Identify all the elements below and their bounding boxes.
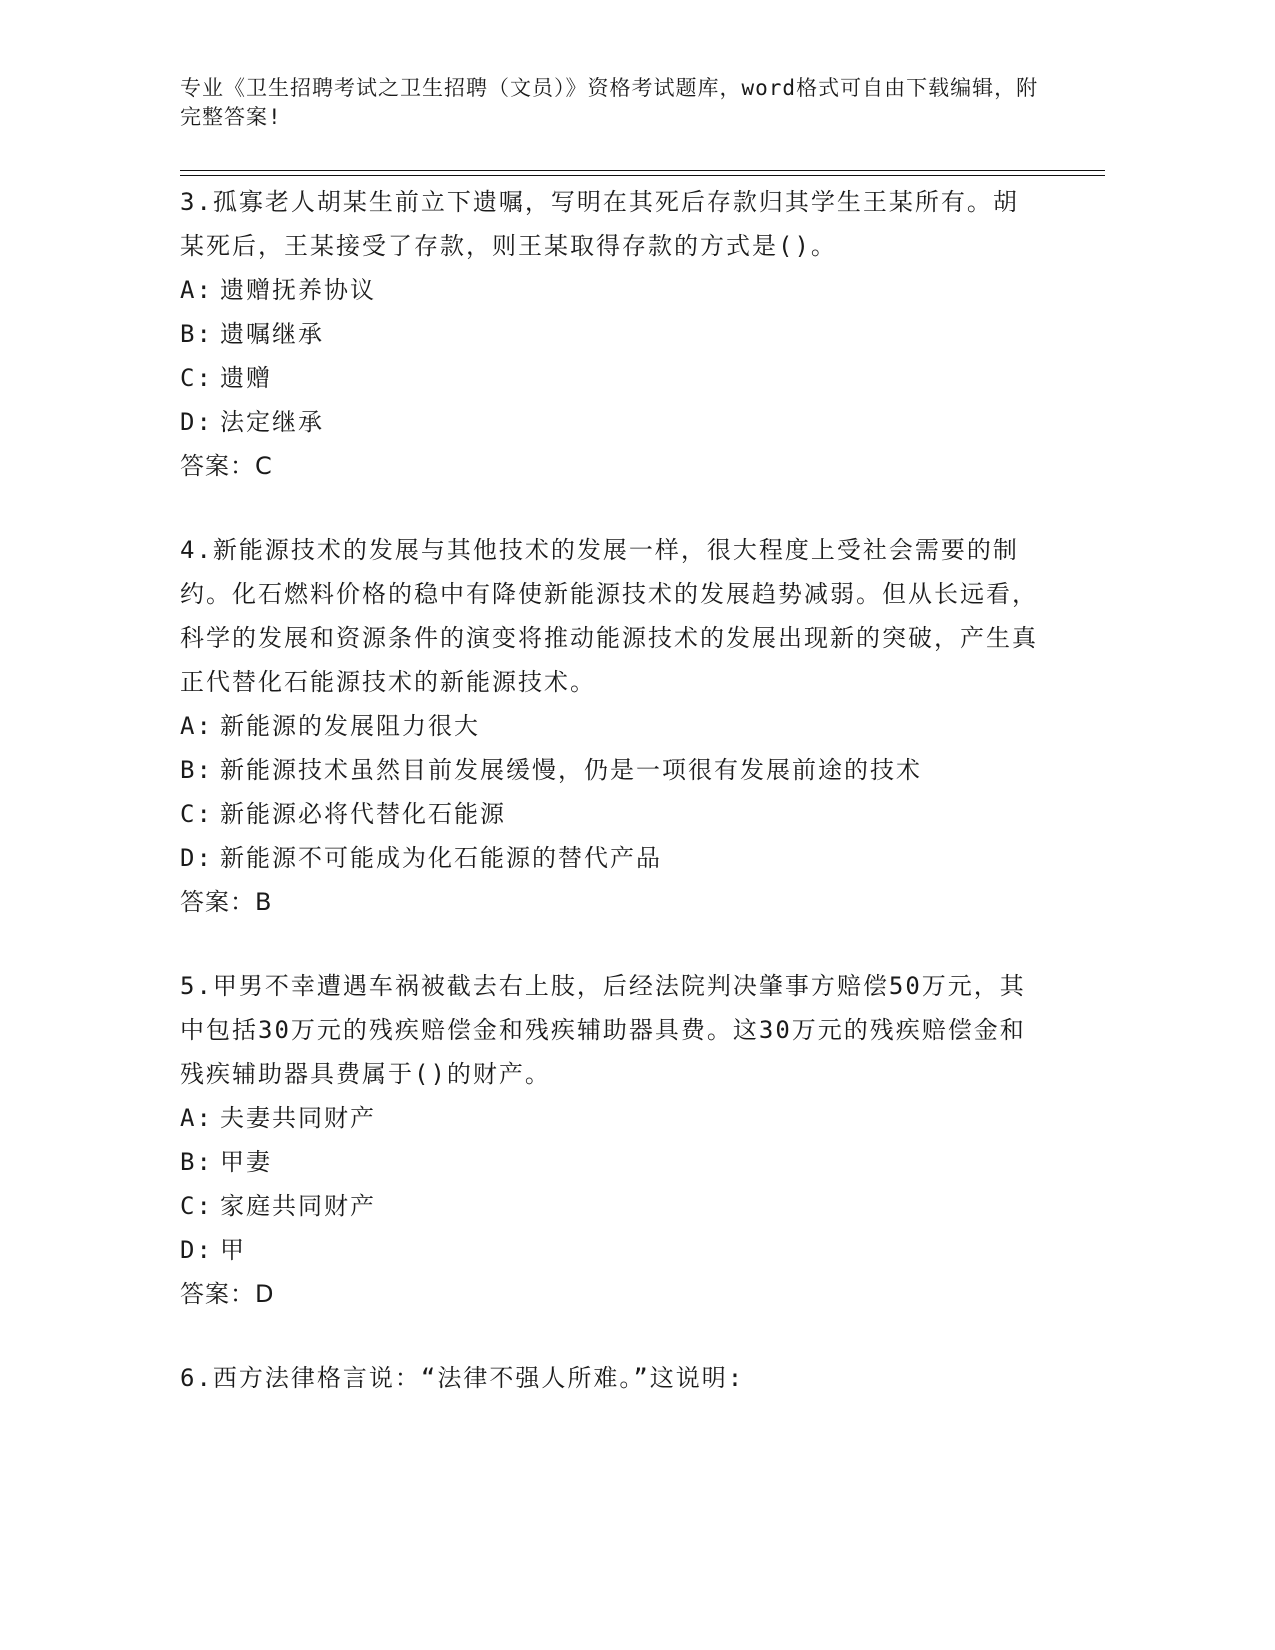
option-text: 新能源的发展阻力很大 [220, 712, 480, 740]
answer: 答案：C [180, 452, 273, 480]
option-letter: B: [180, 1148, 213, 1176]
option-letter: B: [180, 320, 213, 348]
option-letter: B: [180, 756, 213, 784]
question-6 [180, 1356, 1040, 1400]
option-letter: C: [180, 800, 213, 828]
header-divider-bottom [180, 175, 1105, 176]
option-text: 遗赠 [220, 364, 272, 392]
option-text: 甲妻 [220, 1148, 272, 1176]
option-d [180, 400, 1040, 444]
option-text: 新能源必将代替化石能源 [220, 800, 506, 828]
option-d [180, 1228, 1040, 1272]
option-a [180, 268, 1040, 312]
option-letter: A: [180, 712, 213, 740]
option-c [180, 1184, 1040, 1228]
option-text: 法定继承 [220, 408, 324, 436]
answer: 答案：B [180, 888, 273, 916]
question-5 [180, 964, 1040, 1316]
question-3 [180, 180, 1040, 488]
option-letter: C: [180, 1192, 213, 1220]
option-text: 遗嘱继承 [220, 320, 324, 348]
option-d [180, 836, 1040, 880]
option-text: 遗赠抚养协议 [220, 276, 376, 304]
option-text: 新能源技术虽然目前发展缓慢，仍是一项很有发展前途的技术 [220, 756, 922, 784]
question-stem: 6.西方法律格言说：“法律不强人所难。”这说明: [180, 1364, 745, 1392]
option-a [180, 704, 1040, 748]
option-text: 夫妻共同财产 [220, 1104, 376, 1132]
option-b [180, 1140, 1040, 1184]
question-4 [180, 528, 1040, 924]
option-text: 家庭共同财产 [220, 1192, 376, 1220]
option-letter: D: [180, 844, 213, 872]
option-text: 甲 [220, 1236, 246, 1264]
option-a [180, 1096, 1040, 1140]
answer: 答案：D [180, 1280, 275, 1308]
option-letter: D: [180, 408, 213, 436]
header-divider-top [180, 170, 1105, 171]
option-b [180, 748, 1040, 792]
option-c [180, 792, 1040, 836]
option-letter: D: [180, 1236, 213, 1264]
document-header: 专业《卫生招聘考试之卫生招聘（文员）》资格考试题库，word格式可自由下载编辑，附完整答案! [180, 76, 1039, 129]
option-c [180, 356, 1040, 400]
option-letter: A: [180, 1104, 213, 1132]
question-stem: 5.甲男不幸遭遇车祸被截去右上肢，后经法院判决肇事方赔偿50万元，其中包括30万元的残疾赔偿金和残疾辅助器具费。这30万元的残疾赔偿金和残疾辅助器具费属于()的财产。 [180, 972, 1026, 1088]
option-b [180, 312, 1040, 356]
option-text: 新能源不可能成为化石能源的替代产品 [220, 844, 662, 872]
option-letter: C: [180, 364, 213, 392]
question-stem: 3.孤寡老人胡某生前立下遗嘱，写明在其死后存款归其学生王某所有。胡某死后，王某接受了存款，则王某取得存款的方式是()。 [180, 188, 1019, 260]
option-letter: A: [180, 276, 213, 304]
question-stem: 4.新能源技术的发展与其他技术的发展一样，很大程度上受社会需要的制约。化石燃料价格的稳中有降使新能源技术的发展趋势减弱。但从长远看，科学的发展和资源条件的演变将推动能源技术的发展出现新的突破，产生真正代替化石能源技术的新能源技术。 [180, 536, 1038, 696]
